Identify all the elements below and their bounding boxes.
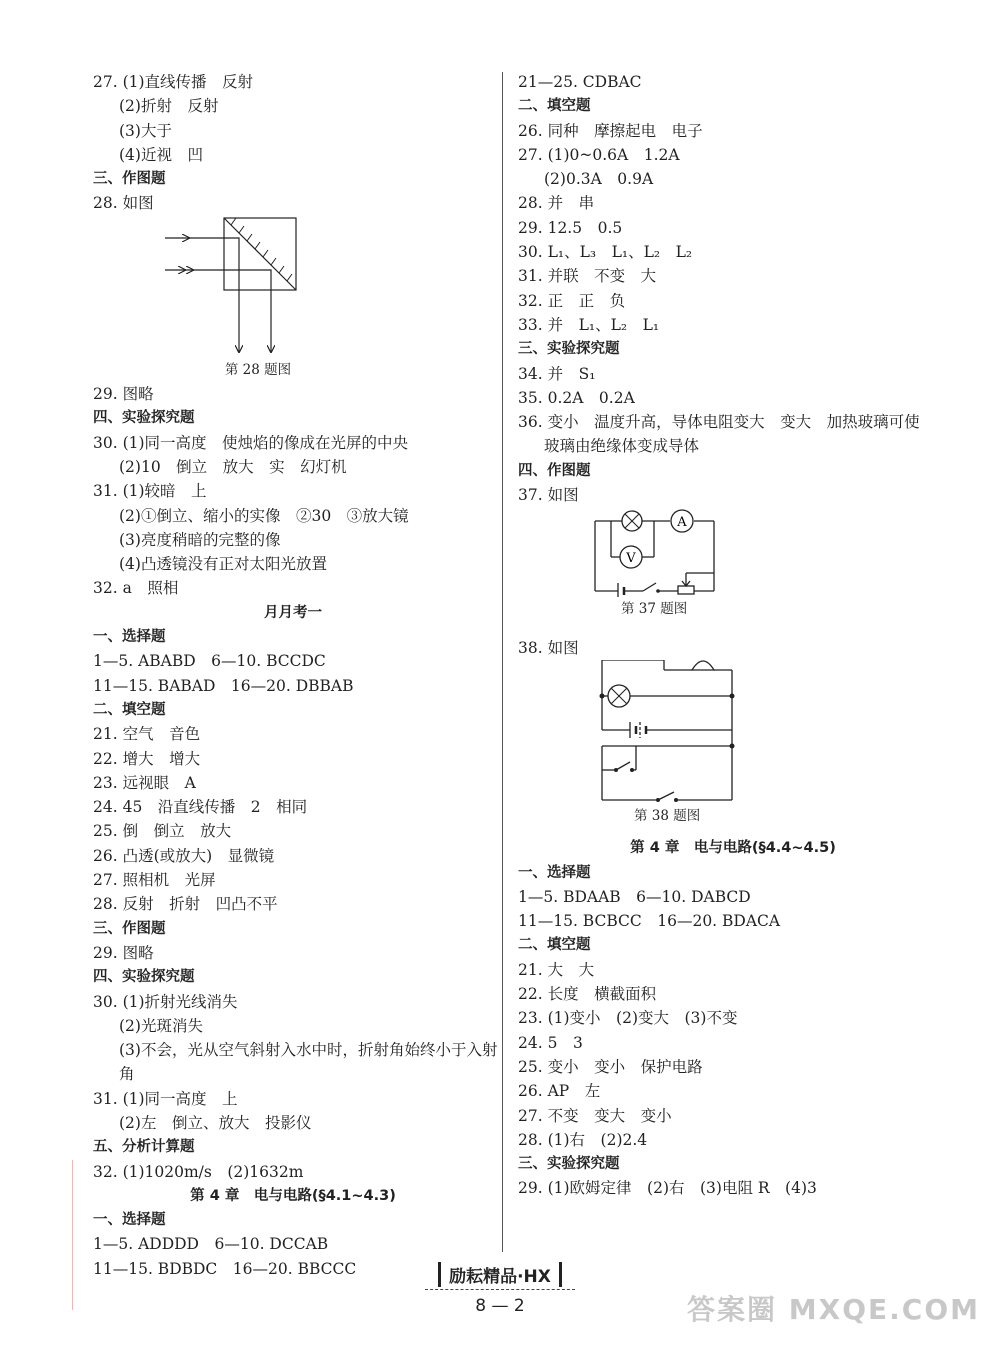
answer-line: 26. 凸透(或放大) 显微镜 — [93, 846, 275, 865]
answer-line: 24. 5 3 — [518, 1033, 583, 1052]
figure-caption: 第 28 题图 — [224, 361, 292, 378]
section-heading: 三、实验探究题 — [518, 341, 620, 358]
answer-line: 27. 不变 变大 变小 — [518, 1106, 672, 1125]
answer-line: 32. a 照相 — [93, 579, 179, 598]
answer-line: (2)10 倒立 放大 实 幻灯机 — [119, 457, 347, 476]
answer-line: 24. 45 沿直线传播 2 相同 — [93, 798, 308, 817]
answer-line: 1—5. BDAAB 6—10. DABCD — [518, 887, 751, 906]
answer-line: 11—15. BCBCC 16—20. BDACA — [518, 912, 781, 931]
answer-line: 23. 远视眼 A — [93, 773, 196, 792]
page-number: 8 — 2 — [475, 1296, 525, 1316]
section-heading: 二、填空题 — [93, 701, 166, 718]
answer-line: 25. 倒 倒立 放大 — [93, 822, 232, 841]
answer-line: (3)亮度稍暗的完整的像 — [119, 530, 281, 549]
answer-line: 21. 大 大 — [518, 960, 595, 979]
section-heading: 三、实验探究题 — [518, 1156, 620, 1173]
answer-line: 31. (1)较暗 上 — [93, 482, 207, 501]
answer-line: 玻璃由绝缘体变成导体 — [544, 437, 700, 456]
answer-line: 26. AP 左 — [518, 1082, 601, 1101]
answer-line: 23. (1)变小 (2)变大 (3)不变 — [518, 1009, 738, 1028]
voltmeter-label: V — [626, 551, 636, 567]
answer-line: 25. 变小 变小 保护电路 — [518, 1057, 703, 1076]
section-title: 第 4 章 电与电路(§4.4~4.5) — [630, 840, 836, 857]
figure-38 — [518, 660, 938, 804]
answer-line: 27. (1)直线传播 反射 — [93, 73, 254, 91]
answer-line: 22. 增大 增大 — [93, 749, 201, 768]
section-title: 第 4 章 电与电路(§4.1~4.3) — [190, 1187, 396, 1204]
answer-line: 11—15. BDBDC 16—20. BBCCC — [93, 1259, 357, 1278]
answer-line: 11—15. BABAD 16—20. DBBAB — [93, 676, 354, 695]
figure-caption: 第 38 题图 — [634, 807, 701, 824]
figure-37 — [518, 507, 938, 597]
answer-line: (2)光斑消失 — [119, 1016, 203, 1035]
answer-line: 31. (1)同一高度 上 — [93, 1089, 238, 1108]
answer-line: (3)不会，光从空气斜射入水中时，折射角始终小于入射 — [119, 1041, 498, 1060]
ammeter-label: A — [677, 515, 687, 531]
section-heading: 三、作图题 — [93, 171, 166, 188]
answer-line: 29. 12.5 0.5 — [518, 218, 623, 237]
figure-caption: 第 37 题图 — [621, 601, 688, 618]
answer-line: 22. 长度 横截面积 — [518, 985, 657, 1004]
figure-28-diagram — [93, 216, 493, 358]
brand-underline — [425, 1289, 575, 1290]
answer-line: (2)0.3A 0.9A — [544, 170, 654, 189]
answer-line: 29. 图略 — [93, 943, 154, 962]
answer-line: 28. 如图 — [93, 194, 154, 213]
answer-line: 36. 变小 温度升高，导体电阻变大 变大 加热玻璃可使 — [518, 413, 920, 432]
left-column — [93, 70, 498, 1281]
answer-line: 35. 0.2A 0.2A — [518, 388, 635, 407]
answer-line: (2)①倒立、缩小的实像 ②30 ③放大镜 — [119, 506, 409, 525]
section-heading: 四、实验探究题 — [93, 969, 195, 986]
answer-line: 34. 并 S₁ — [518, 364, 596, 383]
answer-line: 30. (1)折射光线消失 — [93, 992, 238, 1011]
figure-38-circuit — [518, 660, 938, 804]
answer-line: 32. 正 正 负 — [518, 291, 626, 310]
answer-line: 21. 空气 音色 — [93, 725, 201, 744]
right-column — [518, 70, 938, 1201]
section-heading: 二、填空题 — [518, 98, 591, 115]
section-heading: 一、选择题 — [518, 864, 591, 881]
answer-line: 26. 同种 摩擦起电 电子 — [518, 121, 703, 140]
answer-line: 33. 并 L₁、L₂ L₁ — [518, 315, 660, 334]
answer-line: (2)折射 反射 — [119, 97, 219, 116]
brand-logo: 励耘精品·HX — [438, 1262, 562, 1287]
answer-line: 29. 图略 — [93, 385, 154, 404]
answer-line: 27. 照相机 光屏 — [93, 871, 216, 890]
answer-line: 28. 反射 折射 凹凸不平 — [93, 895, 278, 914]
answer-line: 30. (1)同一高度 使烛焰的像成在光屏的中央 — [93, 433, 409, 452]
watermark: 答案圈 MXQE.COM — [687, 1293, 980, 1326]
answer-line: 29. (1)欧姆定律 (2)右 (3)电阻 R (4)3 — [518, 1179, 817, 1198]
section-heading: 二、填空题 — [518, 937, 591, 954]
section-heading: 三、作图题 — [93, 920, 166, 937]
section-heading: 四、作图题 — [518, 462, 591, 479]
figure-37-circuit — [518, 507, 938, 597]
answer-line: (3)大于 — [119, 121, 172, 140]
section-heading: 四、实验探究题 — [93, 410, 195, 427]
answer-line: (4)凸透镜没有正对太阳光放置 — [119, 555, 327, 574]
answer-line: 32. (1)1020m/s (2)1632m — [93, 1162, 304, 1181]
section-heading: 一、选择题 — [93, 1212, 166, 1229]
section-heading: 五、分析计算题 — [93, 1139, 195, 1156]
section-title: 月月考一 — [264, 604, 322, 621]
answer-line: 37. 如图 — [518, 486, 579, 505]
answer-line: 28. 并 串 — [518, 194, 595, 213]
answer-line: 31. 并联 不变 大 — [518, 267, 657, 286]
answer-line: (4)近视 凹 — [119, 145, 203, 164]
answer-line: 1—5. ABABD 6—10. BCCDC — [93, 652, 326, 671]
answer-line: 角 — [119, 1065, 135, 1084]
answer-line: 38. 如图 — [518, 638, 579, 657]
answer-line: 27. (1)0~0.6A 1.2A — [518, 145, 680, 164]
answer-line: (2)左 倒立、放大 投影仪 — [119, 1113, 312, 1132]
figure-28 — [93, 216, 493, 358]
answer-line: 1—5. ADDDD 6—10. DCCAB — [93, 1235, 329, 1254]
answer-line: 30. L₁、L₃ L₁、L₂ L₂ — [518, 243, 693, 262]
answer-line: 21—25. CDBAC — [518, 73, 642, 91]
answer-line: 28. (1)右 (2)2.4 — [518, 1130, 648, 1149]
section-heading: 一、选择题 — [93, 629, 166, 646]
column-divider — [502, 72, 503, 1252]
